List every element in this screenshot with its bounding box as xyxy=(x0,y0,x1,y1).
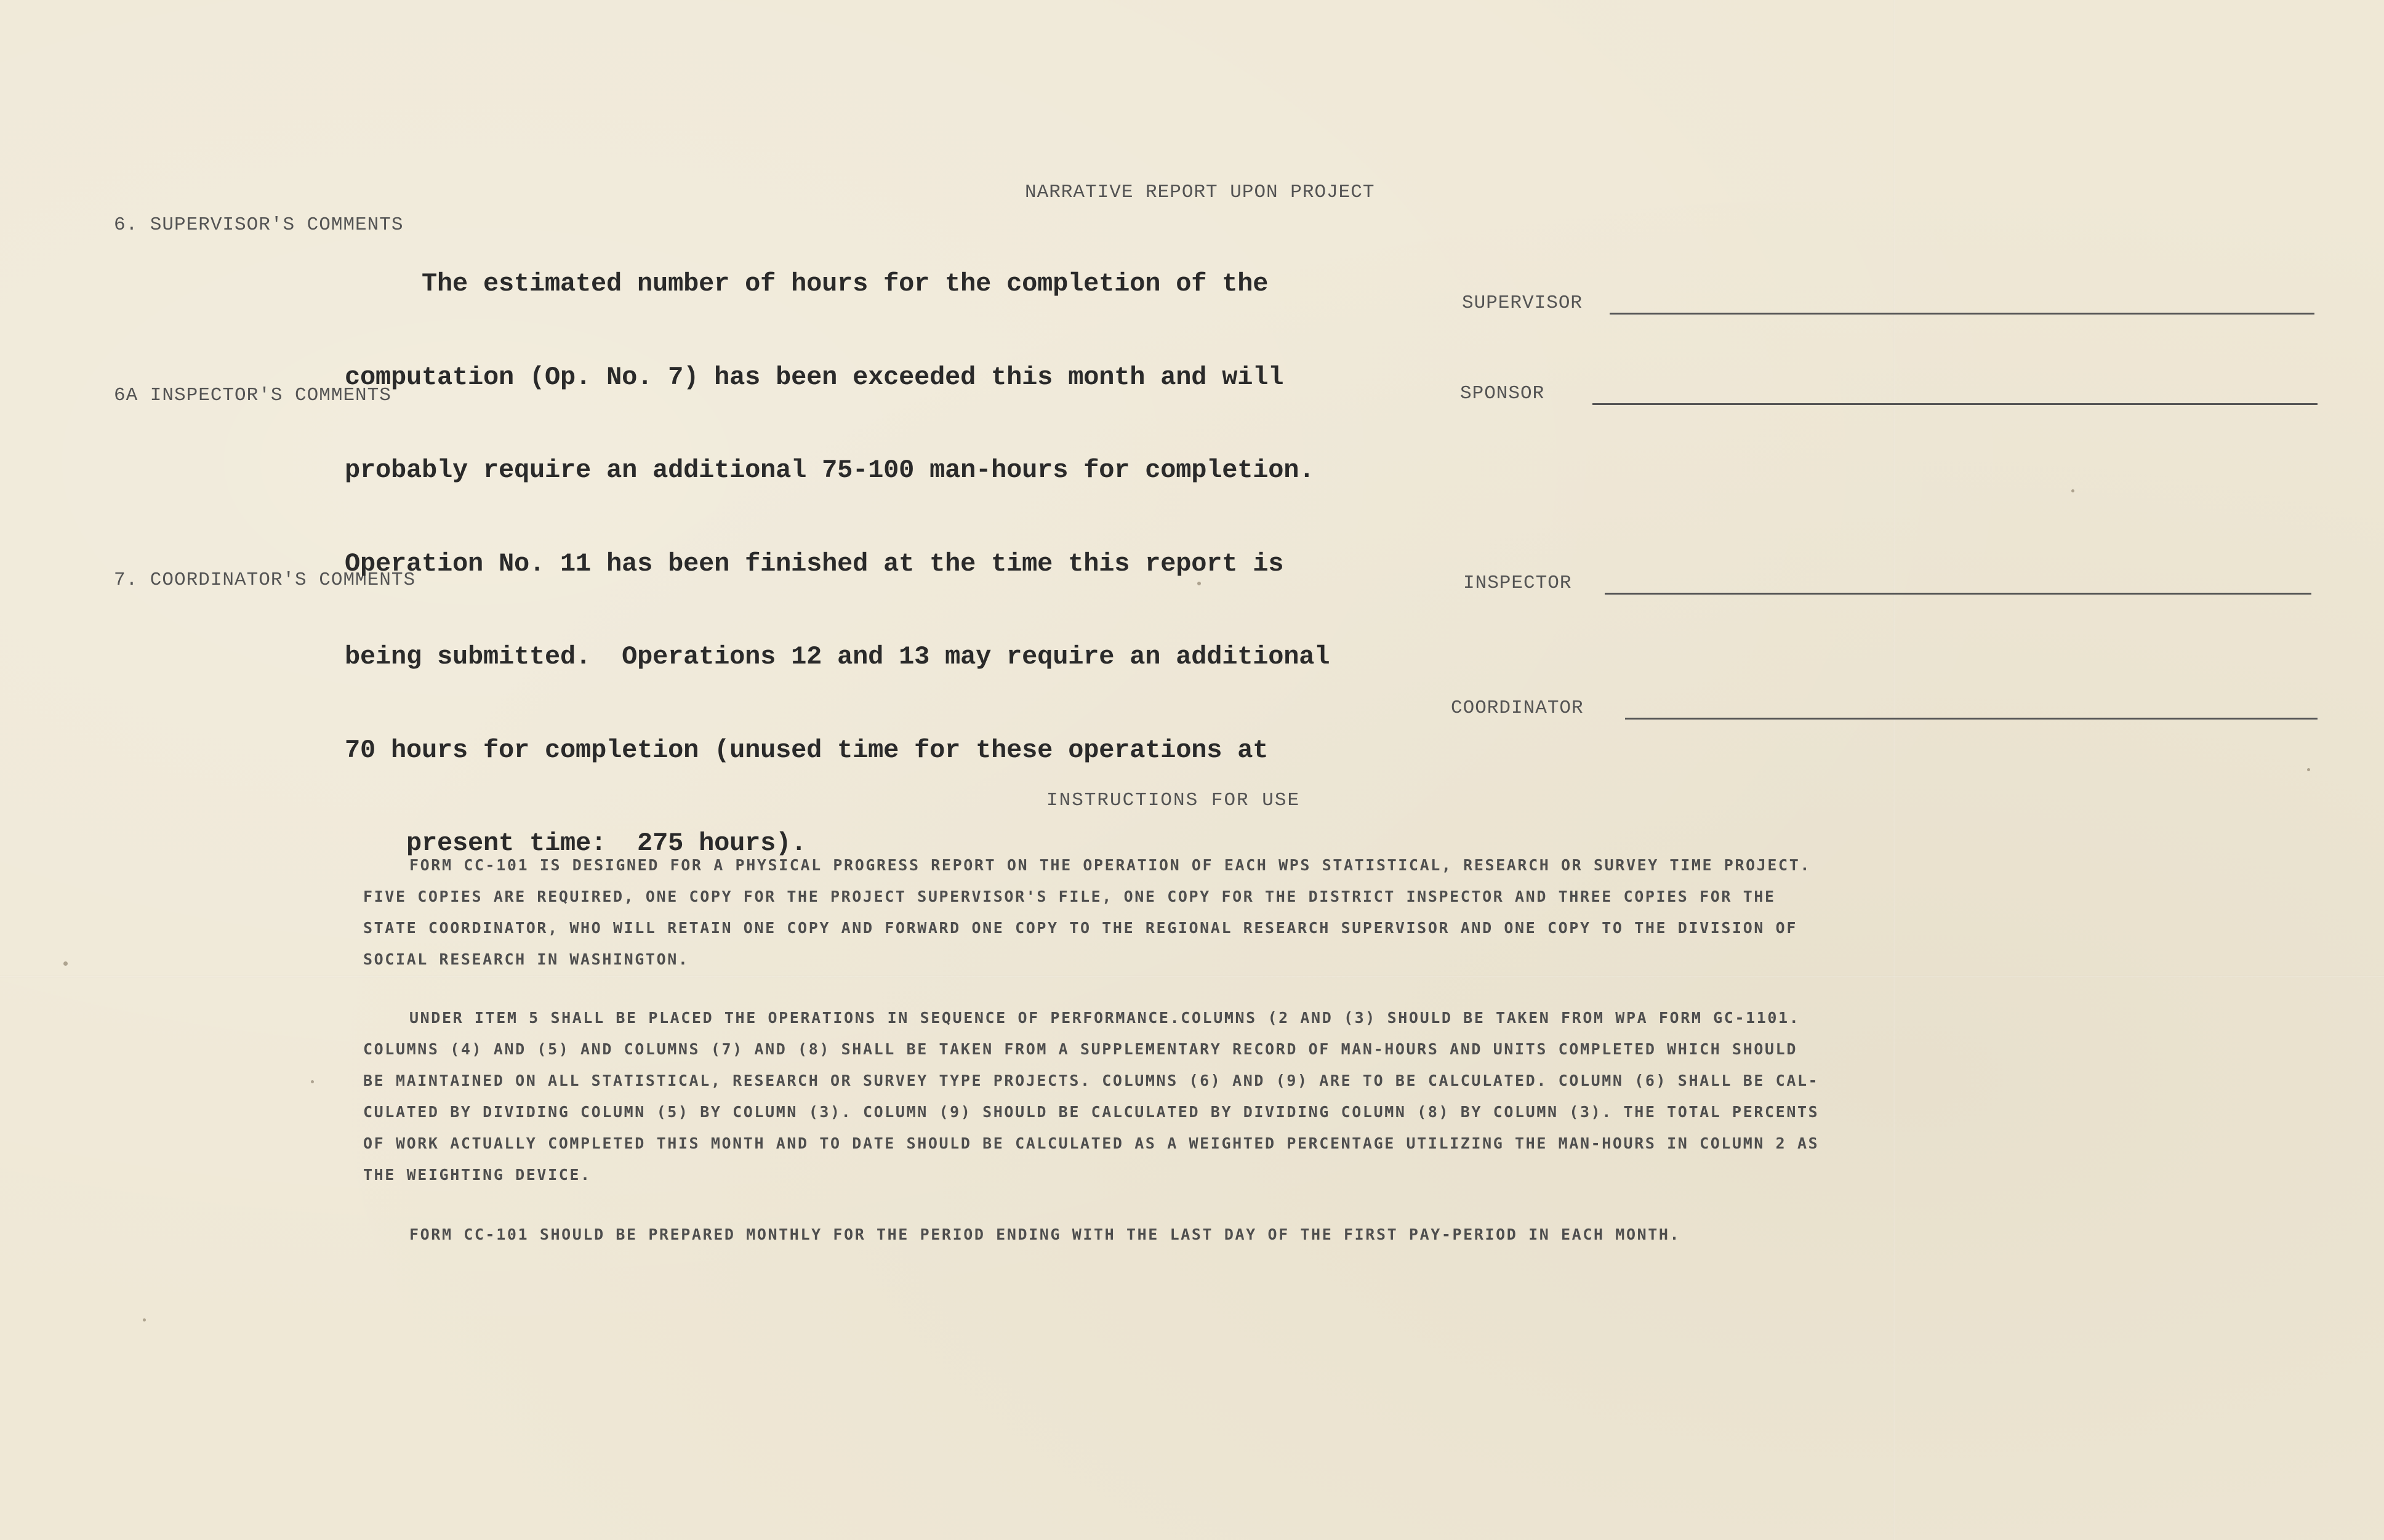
supervisor-comments-label: 6. SUPERVISOR'S COMMENTS xyxy=(114,214,404,236)
instruction-line: UNDER ITEM 5 SHALL BE PLACED THE OPERATIONS IN SEQUENCE OF PERFORMANCE.COLUMNS (2 AND (3) SHOULD BE TAKEN FROM WPA FORM GC-1101. xyxy=(409,1009,1800,1027)
inspector-signature-row xyxy=(1463,572,2311,597)
instruction-line: SOCIAL RESEARCH IN WASHINGTON. xyxy=(363,950,689,968)
instruction-line: BE MAINTAINED ON ALL STATISTICAL, RESEARCH OR SURVEY TYPE PROJECTS. COLUMNS (6) AND (9) ARE TO BE CALCULATED. COLUMN (6) SHALL BE CAL- xyxy=(363,1072,1820,1089)
supervisor-comments-text xyxy=(345,206,1330,890)
instruction-line: STATE COORDINATOR, WHO WILL RETAIN ONE COPY AND FORWARD ONE COPY TO THE REGIONAL RESEARCH SUPERVISOR AND ONE COPY TO THE DIVISION OF xyxy=(363,919,1797,937)
coordinator-signature-line[interactable] xyxy=(1625,718,2318,720)
supervisor-signature-row xyxy=(1462,292,2314,317)
page-title: NARRATIVE REPORT UPON PROJECT xyxy=(1025,182,1375,203)
typed-line: present time: 275 hours). xyxy=(406,828,807,858)
coordinator-signature-row xyxy=(1451,697,2318,722)
instruction-line: THE WEIGHTING DEVICE. xyxy=(363,1166,592,1184)
instruction-line: COLUMNS (4) AND (5) AND COLUMNS (7) AND (8) SHALL BE TAKEN FROM A SUPPLEMENTARY RECORD OF MAN-HOURS AND UNITS COMPLETED WHICH SHOULD xyxy=(363,1040,1797,1058)
paper-speck xyxy=(2307,768,2310,771)
instruction-line: CULATED BY DIVIDING COLUMN (5) BY COLUMN (3). COLUMN (9) SHOULD BE CALCULATED BY DIVIDING COLUMN (8) BY COLUMN (3). THE TOTAL PERCENTS xyxy=(363,1103,1820,1121)
inspector-signature-line[interactable] xyxy=(1605,593,2311,595)
coordinator-comments-label: 7. COORDINATOR'S COMMENTS xyxy=(114,569,416,591)
instruction-line: FORM CC-101 SHOULD BE PREPARED MONTHLY FOR THE PERIOD ENDING WITH THE LAST DAY OF THE FIRST PAY-PERIOD IN EACH MONTH. xyxy=(409,1225,1681,1243)
paper-fold-vertical xyxy=(1893,0,1895,1540)
coordinator-signature-label: COORDINATOR xyxy=(1451,697,1584,719)
instructions-paragraph-2 xyxy=(363,1002,1939,1190)
typed-line: 70 hours for completion (unused time for these operations at xyxy=(345,735,1269,765)
paper-speck xyxy=(143,1318,146,1321)
typed-line: probably require an additional 75-100 man-hours for completion. xyxy=(345,455,1315,485)
paper-fold-horizontal xyxy=(0,976,2384,978)
supervisor-signature-line[interactable] xyxy=(1610,313,2314,315)
inspector-signature-label: INSPECTOR xyxy=(1463,572,1572,594)
instructions-title: INSTRUCTIONS FOR USE xyxy=(1046,790,1301,811)
typed-line: Operation No. 11 has been finished at the time this report is xyxy=(345,548,1284,579)
supervisor-signature-label: SUPERVISOR xyxy=(1462,292,1583,314)
paper-speck xyxy=(1197,582,1201,585)
sponsor-signature-line[interactable] xyxy=(1592,403,2318,405)
instruction-line: OF WORK ACTUALLY COMPLETED THIS MONTH AND TO DATE SHOULD BE CALCULATED AS A WEIGHTED PERCENTAGE UTILIZING THE MAN-HOURS IN COLUMN 2 AS xyxy=(363,1134,1820,1152)
paper-speck xyxy=(311,1080,314,1083)
instructions-paragraph-3 xyxy=(363,1219,1939,1250)
paper-speck xyxy=(63,961,68,966)
sponsor-signature-row xyxy=(1460,383,2318,407)
typed-line: being submitted. Operations 12 and 13 may require an additional xyxy=(345,642,1330,672)
instruction-line: FORM CC-101 IS DESIGNED FOR A PHYSICAL PROGRESS REPORT ON THE OPERATION OF EACH WPS STATISTICAL, RESEARCH OR SURVEY TIME PROJECT. xyxy=(409,856,1812,874)
sponsor-signature-label: SPONSOR xyxy=(1460,383,1545,404)
instructions-paragraph-1 xyxy=(363,849,1939,975)
inspector-comments-label: 6A INSPECTOR'S COMMENTS xyxy=(114,385,391,406)
instruction-line: FIVE COPIES ARE REQUIRED, ONE COPY FOR THE PROJECT SUPERVISOR'S FILE, ONE COPY FOR THE DISTRICT INSPECTOR AND THREE COPIES FOR THE xyxy=(363,888,1776,905)
paper-speck xyxy=(2071,489,2074,492)
typed-line: The estimated number of hours for the completion of the xyxy=(422,269,1269,299)
typed-line: computation (Op. No. 7) has been exceeded this month and will xyxy=(345,362,1284,392)
